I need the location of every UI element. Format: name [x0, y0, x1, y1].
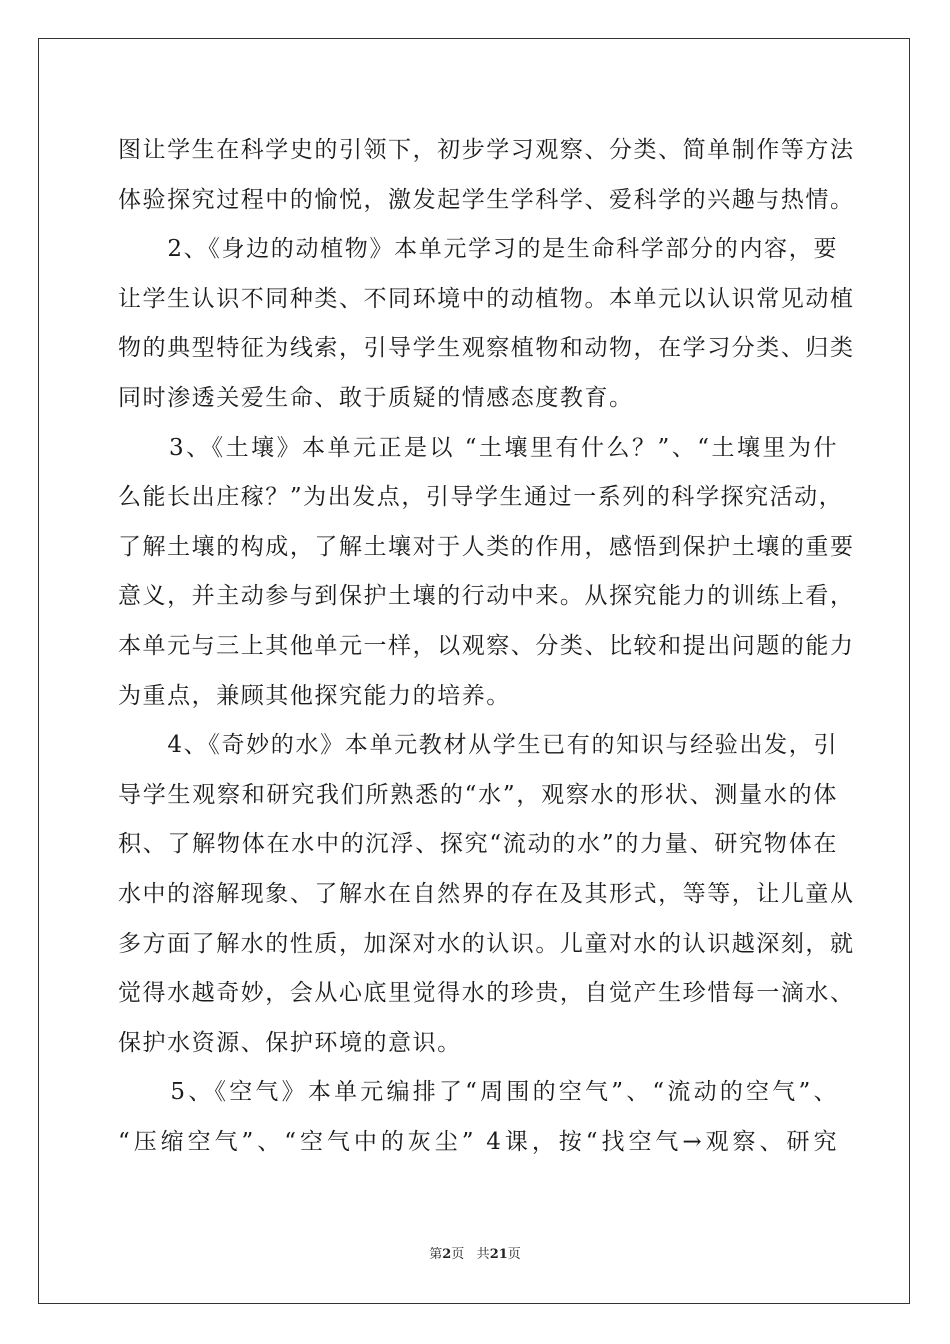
footer-total-prefix: 共	[476, 1247, 490, 1262]
text-line: 保护水资源、保护环境的意识。	[118, 1029, 462, 1056]
footer-total-suffix: 页	[507, 1247, 521, 1262]
text-line: 了解土壤的构成，了解土壤对于人类的作用，感悟到保护土壤的重要	[118, 533, 855, 560]
text-line: 4、《奇妙的水》本单元教材从学生已有的知识与经验出发，引	[118, 732, 838, 759]
text-line: 积、了解物体在水中的沉浮、探究“流动的水”的力量、研究物体在	[118, 831, 838, 858]
text-line: 体验探究过程中的愉悦，激发起学生学科学、爱科学的兴趣与热情。	[118, 186, 855, 213]
text-line: 物的典型特征为线索，引导学生观察植物和动物，在学习分类、归类	[118, 335, 855, 362]
text-line: 意义，并主动参与到保护土壤的行动中来。从探究能力的训练上看，	[118, 583, 855, 610]
text-line: 本单元与三上其他单元一样，以观察、分类、比较和提出问题的能力	[118, 633, 855, 659]
text-line: 觉得水越奇妙，会从心底里觉得水的珍贵，自觉产生珍惜每一滴水、	[118, 980, 855, 1007]
text-line: 图让学生在科学史的引领下，初步学习观察、分类、简单制作等方法	[118, 137, 855, 163]
text-line: 让学生认识不同种类、不同环境中的动植物。本单元以认识常见动植	[118, 285, 855, 312]
footer-page-suffix: 页	[451, 1247, 465, 1262]
text-line: 水中的溶解现象、了解水在自然界的存在及其形式，等等，让儿童从	[118, 881, 855, 907]
page-border	[38, 38, 910, 1304]
text-line: 2、《身边的动植物》本单元学习的是生命科学部分的内容，要	[118, 236, 838, 263]
text-line: 为重点，兼顾其他探究能力的培养。	[118, 682, 511, 709]
footer-total-pages: 21	[489, 1247, 508, 1262]
text-line: 3、《土壤》本单元正是以 “土壤里有什么？”、“土壤里为什	[118, 434, 838, 461]
text-line: 同时渗透关爱生命、敢于质疑的情感态度教育。	[118, 385, 634, 411]
text-line: 导学生观察和研究我们所熟悉的“水”，观察水的形状、测量水的体	[118, 781, 838, 808]
text-line: 么能长出庄稼？”为出发点，引导学生通过一系列的科学探究活动，	[118, 484, 844, 511]
text-line: 多方面了解水的性质，加深对水的认识。儿童对水的认识越深刻，就	[118, 930, 855, 957]
footer-page-number: 2	[442, 1247, 452, 1262]
text-line: 5、《空气》本单元编排了“周围的空气”、“流动的空气”、	[118, 1079, 838, 1106]
footer-page-prefix: 第	[429, 1247, 443, 1262]
page-footer	[0, 1243, 950, 1262]
text-line: “压缩空气”、“空气中的灰尘” 4课，按“找空气→观察、研究	[118, 1129, 838, 1155]
